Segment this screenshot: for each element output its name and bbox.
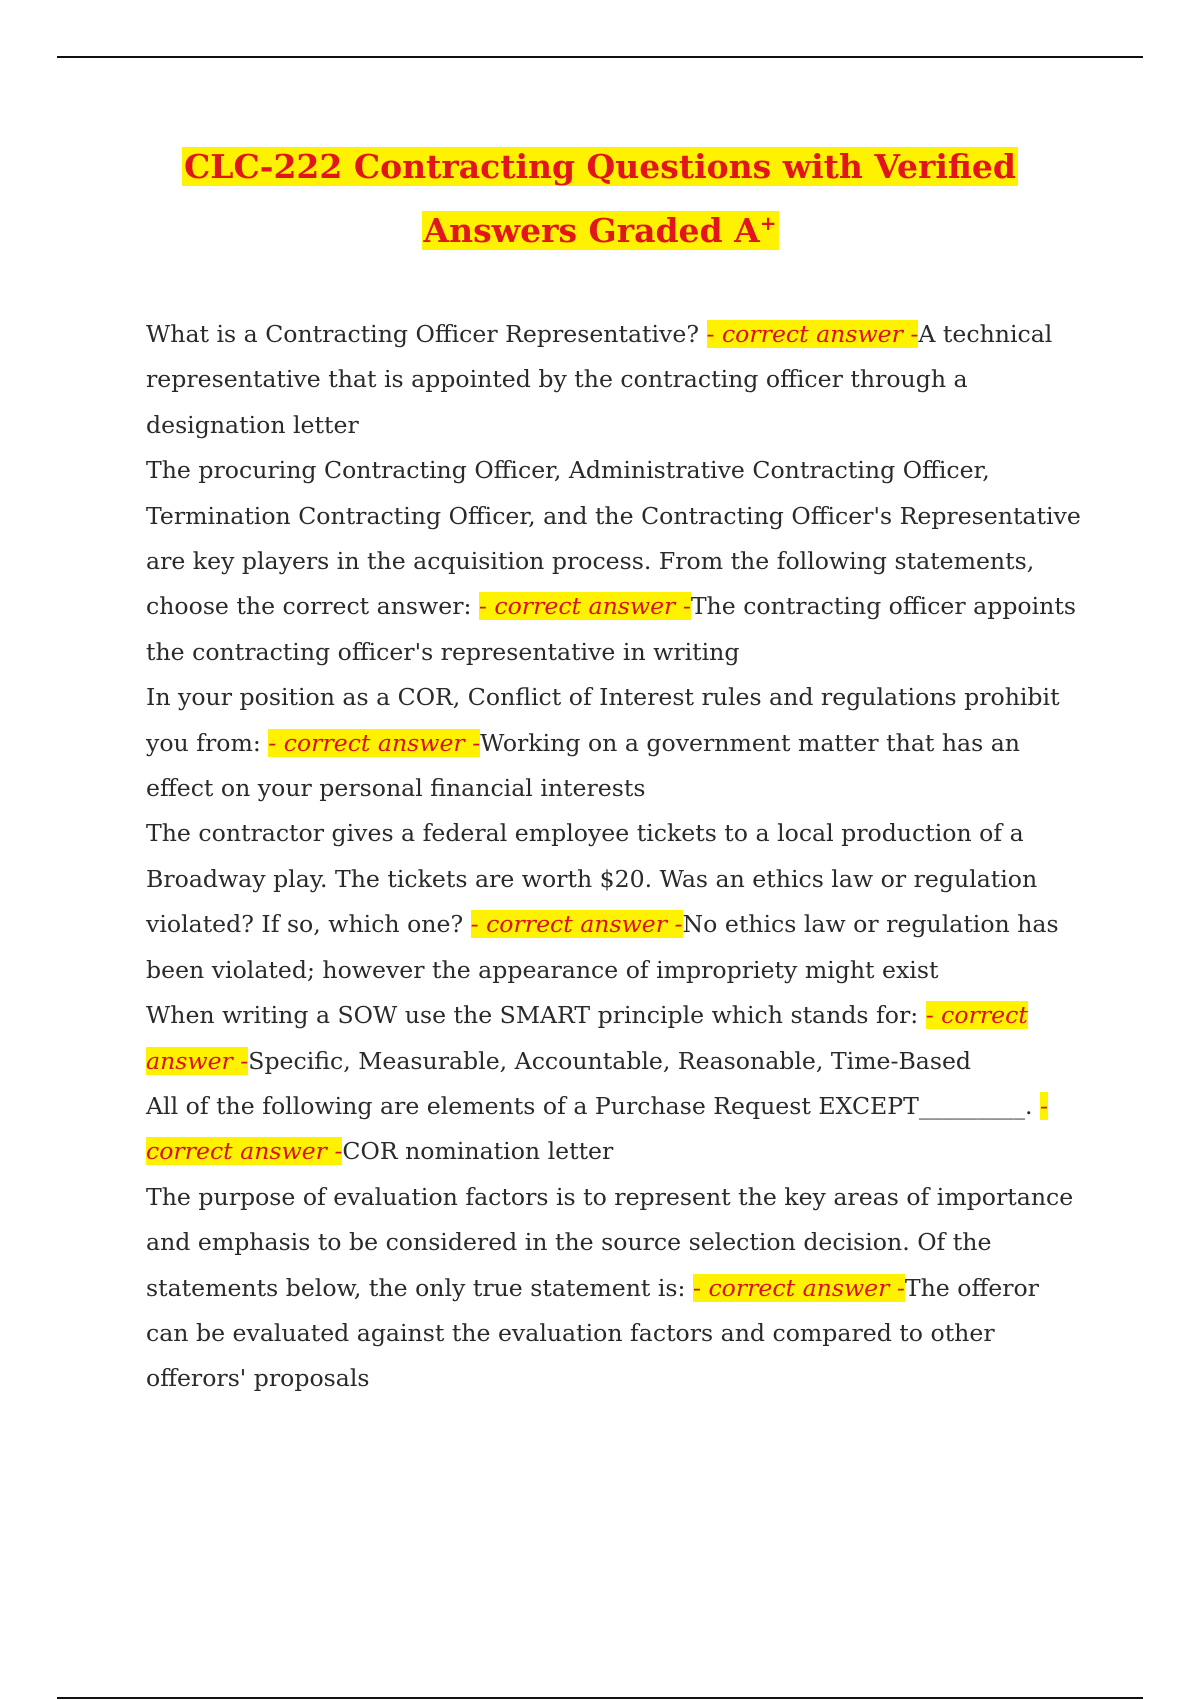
top-rule	[57, 56, 1143, 58]
answer-text: No ethics law or regulation has been violated; however the appearance of impropriety might exist	[146, 910, 1059, 984]
question-text: What is a Contracting Officer Representative?	[146, 320, 707, 348]
answer-label: - correct answer -	[268, 728, 481, 757]
answer-text: The offeror can be evaluated against the evaluation factors and compared to other offerors' proposals	[146, 1273, 1039, 1393]
answer-text: Specific, Measurable, Accountable, Reasonable, Time-Based	[248, 1046, 972, 1075]
qa-item	[146, 1175, 1086, 1402]
qa-item	[146, 811, 1086, 993]
question-text: The purpose of evaluation factors is to represent the key areas of importance and emphasis to be considered in the source selection decision. Of the statements below, the only true statement is:	[146, 1182, 1074, 1302]
qa-list	[146, 312, 1086, 1402]
answer-text: The contracting officer appoints the contracting officer's representative in writing	[146, 592, 1076, 666]
qa-item	[146, 312, 1086, 448]
answer-text: A technical representative that is appointed by the contracting officer through a designation letter	[146, 320, 1053, 439]
title-superscript: +	[759, 211, 777, 235]
answer-text: Working on a government matter that has an effect on your personal financial interests	[146, 728, 1020, 803]
bottom-rule	[57, 1697, 1143, 1699]
title-line-2-highlight	[422, 211, 779, 250]
question-text: When writing a SOW use the SMART principle which stands for:	[146, 1001, 926, 1030]
question-text: All of the following are elements of a Purchase Request EXCEPT_________.	[146, 1091, 1041, 1120]
question-text: The contractor gives a federal employee tickets to a local production of a Broadway play. The tickets are worth $20. Was an ethics law or regulation violated? If so, which one?	[146, 819, 1038, 939]
question-text: In your position as a COR, Conflict of Interest rules and regulations prohibit you from:	[146, 683, 1060, 757]
answer-label: - correct answer -	[478, 592, 691, 621]
title-line-1-text: CLC-222 Contracting Questions with Verified	[184, 147, 1016, 186]
title-line-1	[57, 135, 1143, 199]
answer-label: - correct answer -	[692, 1273, 905, 1302]
answer-label: - correct answer -	[470, 910, 683, 939]
title-line-2-text: Answers Graded A	[423, 211, 760, 250]
answer-label: - correct answer -	[146, 1091, 1049, 1166]
question-text: The procuring Contracting Officer, Administrative Contracting Officer, Termination Contracting Officer, and the Contracting Officer's Representative are key players in the acquisition process. From the following statements, choose the correct answer:	[146, 456, 1081, 621]
answer-text: COR nomination letter	[342, 1137, 614, 1166]
title-line-2	[57, 199, 1143, 263]
answer-label: - correct answer -	[146, 1001, 1028, 1075]
qa-item	[146, 448, 1086, 675]
document-title	[57, 135, 1143, 263]
qa-item	[146, 993, 1086, 1084]
qa-item	[146, 675, 1086, 811]
qa-item	[146, 1084, 1086, 1175]
answer-label: - correct answer -	[706, 320, 919, 348]
